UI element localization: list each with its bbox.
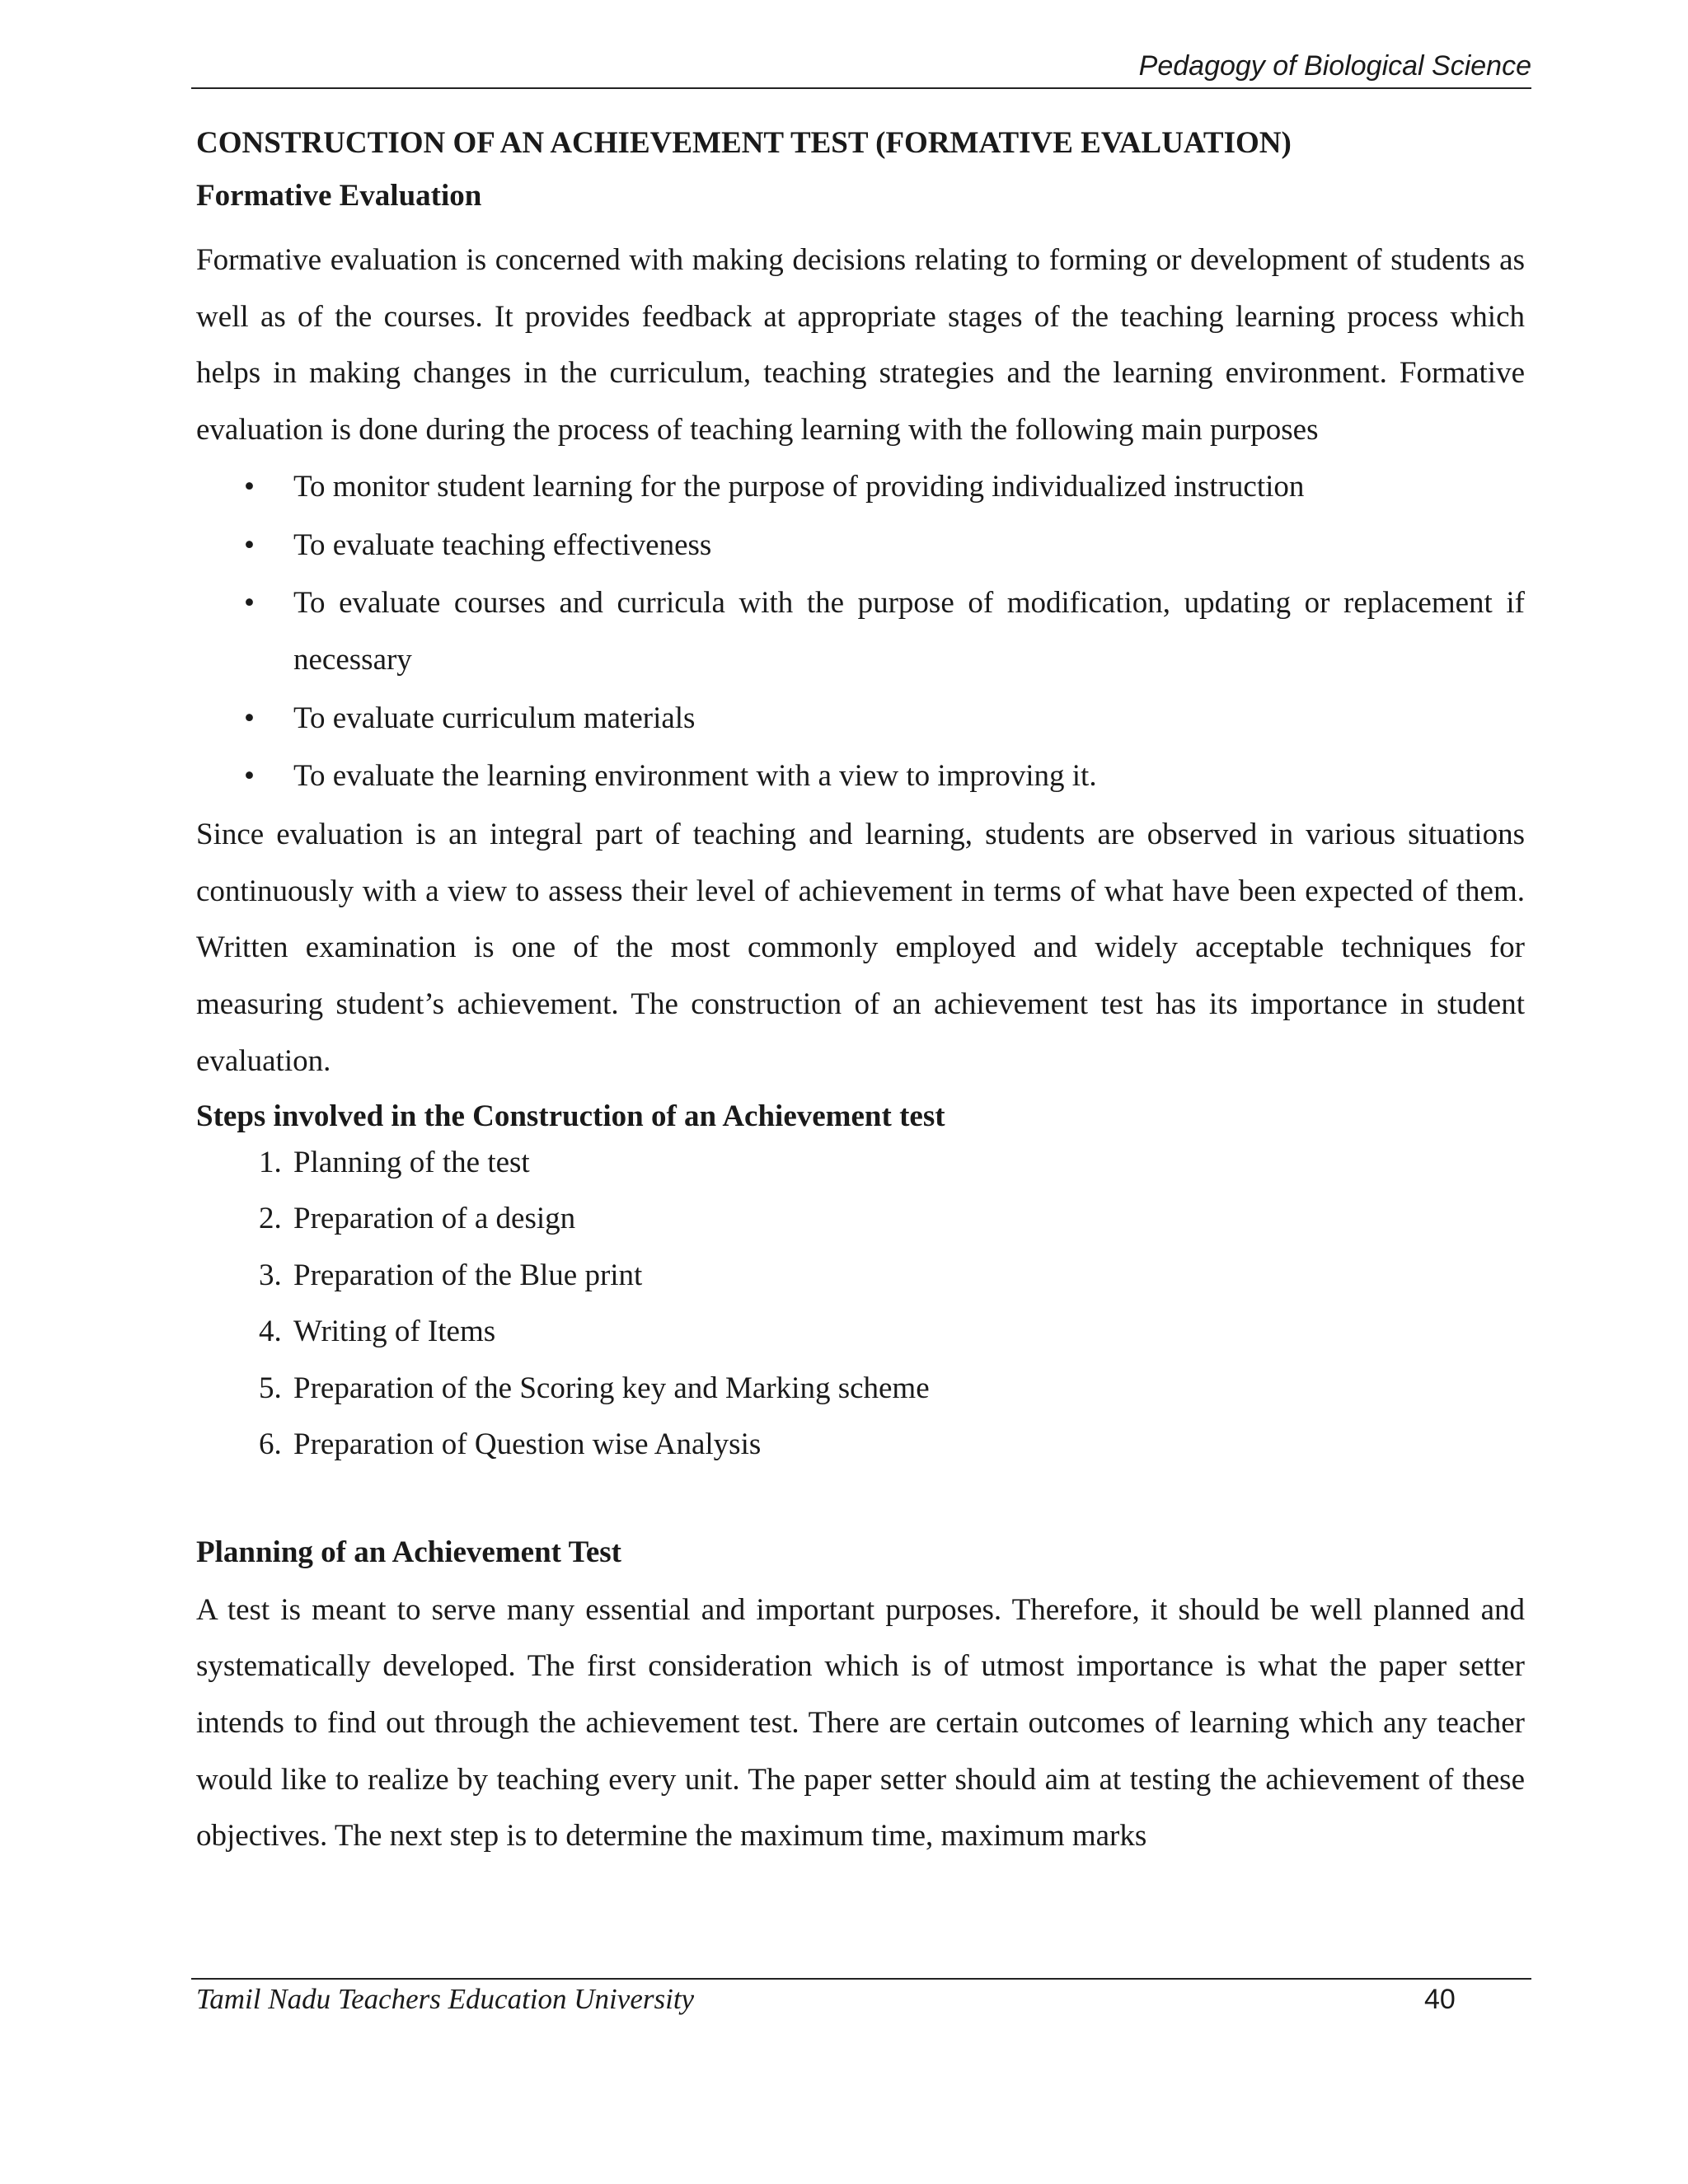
page-content xyxy=(196,120,1525,1865)
step-item xyxy=(196,1135,1525,1192)
formative-intro-paragraph: Formative evaluation is concerned with making decisions relating to forming or development of students as well as of the courses. It provides feedback at appropriate stages of the teaching learning process which helps in making changes in the curriculum, teaching strategies and the learning environment. Formative evaluation is done during the process of teaching learning with the following main purposes xyxy=(196,243,1525,448)
steps-heading: Steps involved in the Construction of an Achievement test xyxy=(196,1099,945,1133)
step-text: Preparation of the Scoring key and Marking scheme xyxy=(293,1371,930,1405)
purposes-list xyxy=(196,459,1525,805)
step-item xyxy=(196,1304,1525,1361)
purpose-text: To evaluate the learning environment with a view to improving it. xyxy=(293,759,1097,794)
step-item xyxy=(196,1248,1525,1305)
footer-divider xyxy=(191,1978,1531,1980)
page-title: CONSTRUCTION OF AN ACHIEVEMENT TEST (FORMATIVE EVALUATION) xyxy=(196,126,1292,160)
purpose-item xyxy=(196,748,1525,805)
planning-paragraph: A test is meant to serve many essential and important purposes. Therefore, it should be well planned and systematically developed. The first consideration which is of utmost importance is what the paper setter intends to find out through the achievement test. There are certain outcomes of learning which any teacher would like to realize by teaching every unit. The paper setter should aim at testing the achievement of these objectives. The next step is to determine the maximum time, maximum marks xyxy=(196,1592,1525,1854)
step-item xyxy=(196,1417,1525,1474)
bullet-icon: • xyxy=(244,586,255,621)
purpose-item xyxy=(196,518,1525,574)
bullet-icon: • xyxy=(244,527,255,562)
purpose-text: To monitor student learning for the purpose of providing individualized instruction xyxy=(293,469,1305,504)
step-number: 2. xyxy=(259,1202,282,1236)
planning-heading: Planning of an Achievement Test xyxy=(196,1535,621,1569)
purpose-item xyxy=(196,459,1525,516)
step-number: 3. xyxy=(259,1258,282,1292)
header-divider xyxy=(191,87,1531,89)
step-item xyxy=(196,1191,1525,1248)
step-item xyxy=(196,1361,1525,1418)
purpose-item xyxy=(196,575,1525,688)
formative-heading: Formative Evaluation xyxy=(196,179,482,213)
step-text: Preparation of Question wise Analysis xyxy=(293,1427,762,1462)
step-number: 5. xyxy=(259,1371,282,1405)
purpose-text: To evaluate courses and curricula with the purpose of modification, updating or replacement if necessary xyxy=(293,586,1525,677)
step-number: 1. xyxy=(259,1145,282,1179)
page-number: 40 xyxy=(1424,1984,1456,2015)
bullet-icon: • xyxy=(244,701,255,735)
step-number: 6. xyxy=(259,1427,282,1462)
step-text: Preparation of the Blue print xyxy=(293,1258,643,1292)
purpose-item xyxy=(196,691,1525,748)
bullet-icon: • xyxy=(244,759,255,794)
step-number: 4. xyxy=(259,1315,282,1349)
purpose-text: To evaluate teaching effectiveness xyxy=(293,527,712,562)
purpose-text: To evaluate curriculum materials xyxy=(293,701,696,735)
formative-closing-paragraph: Since evaluation is an integral part of teaching and learning, students are observed in various situations continuously with a view to assess their level of achievement in terms of what have been expected of them. Written examination is one of the most commonly employed and widely acceptable techniques for measuring student’s achievement. The construction of an achievement test has its importance in student evaluation. xyxy=(196,818,1525,1078)
step-text: Writing of Items xyxy=(293,1315,496,1349)
running-header-title: Pedagogy of Biological Science xyxy=(1138,50,1531,82)
step-text: Planning of the test xyxy=(293,1145,530,1179)
step-text: Preparation of a design xyxy=(293,1202,576,1236)
bullet-icon: • xyxy=(244,469,255,504)
footer-institution: Tamil Nadu Teachers Education University xyxy=(196,1983,695,2015)
steps-list xyxy=(196,1135,1525,1474)
